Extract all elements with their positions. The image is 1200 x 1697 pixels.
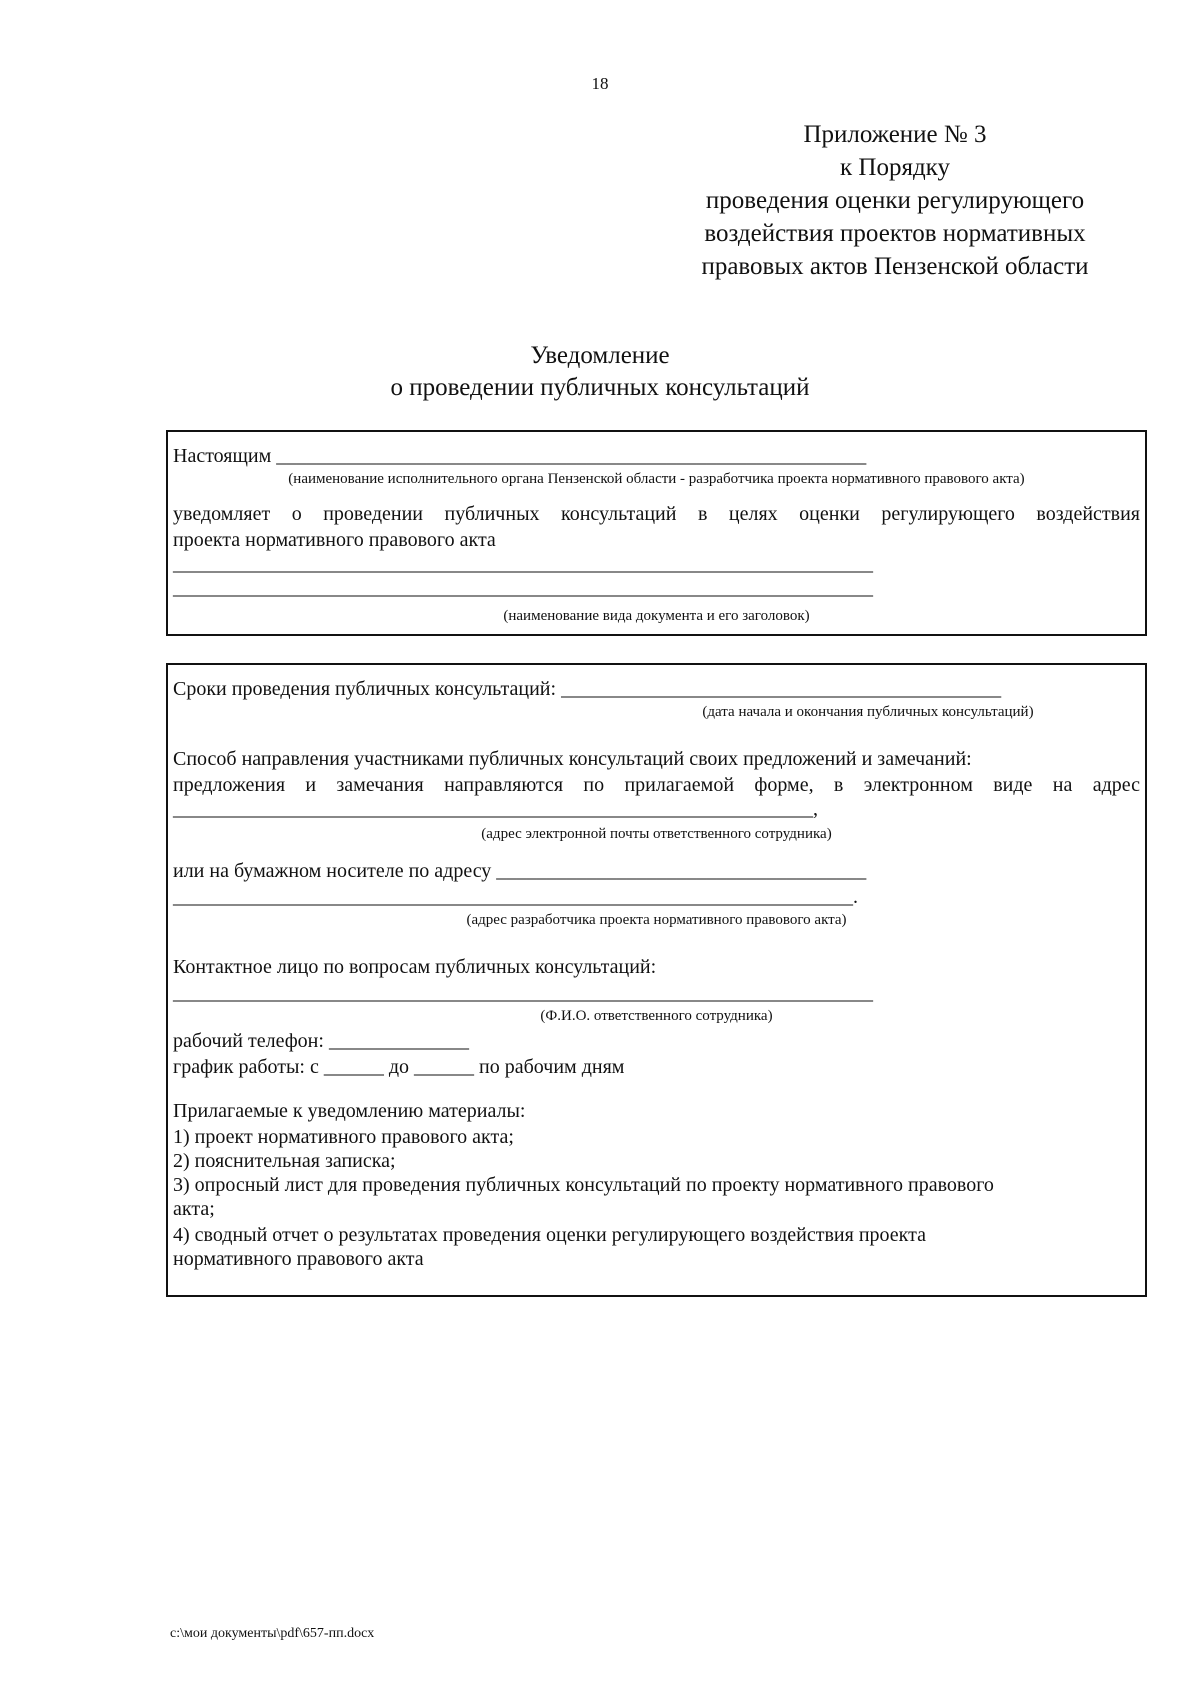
field-caption: (дата начала и окончания публичных консультаций) <box>702 704 1034 720</box>
field-caption: (адрес разработчика проекта нормативного правового акта) <box>466 912 847 928</box>
blank-line: ____________________________________________________________________. <box>173 886 858 908</box>
notification-box <box>166 430 1147 636</box>
file-path-footer: c:\мои документы\pdf\657-пп.docx <box>170 1626 375 1641</box>
justified-text: предложения и замечания направляются по прилагаемой форме, в электронном виде на адрес <box>173 774 1140 796</box>
field-caption: (наименование исполнительного органа Пензенской области - разработчика проекта нормативного правового акта) <box>288 471 1025 487</box>
list-item: нормативного правового акта <box>173 1248 424 1270</box>
body-line: рабочий телефон: ______________ <box>173 1030 469 1052</box>
field-caption: (Ф.И.О. ответственного сотрудника) <box>540 1008 773 1024</box>
contact-heading: Контактное лицо по вопросам публичных консультаций: <box>173 956 657 978</box>
appendix-line: Приложение № 3 <box>803 121 987 148</box>
body-line: или на бумажном носителе по адресу _____________________________________ <box>173 860 867 882</box>
appendix-line: проведения оценки регулирующего <box>705 187 1085 214</box>
document-title <box>0 340 1200 404</box>
method-heading: Способ направления участниками публичных консультаций своих предложений и замечаний: <box>173 748 972 770</box>
deadline-line: Сроки проведения публичных консультаций: ____________________________________________ <box>173 678 1002 700</box>
body-line <box>173 502 1140 526</box>
appendix-header <box>660 118 1130 283</box>
list-item: 1) проект нормативного правового акта; <box>173 1126 514 1148</box>
justified-text: уведомляет о проведении публичных консультаций в целях оценки регулирующего воздействия <box>173 503 1140 525</box>
list-item: 4) сводный отчет о результатах проведения оценки регулирующего воздействия проекта <box>173 1224 926 1246</box>
appendix-line: к Порядку <box>840 154 950 181</box>
title-line: о проведении публичных консультаций <box>390 374 810 401</box>
blank-line: ______________________________________________________________________ <box>173 553 873 575</box>
appendix-line: воздействия проектов нормативных <box>704 220 1086 247</box>
page-number: 18 <box>591 74 609 93</box>
list-item: 3) опросный лист для проведения публичных консультаций по проекту нормативного правового <box>173 1174 994 1196</box>
list-item: 2) пояснительная записка; <box>173 1150 396 1172</box>
field-caption: (наименование вида документа и его заголовок) <box>503 608 810 624</box>
blank-line: ______________________________________________________________________ <box>173 577 873 599</box>
field-caption: (адрес электронной почты ответственного сотрудника) <box>481 826 832 842</box>
list-item: акта; <box>173 1198 215 1220</box>
appendix-line: правовых актов Пензенской области <box>701 253 1089 280</box>
blank-line: ________________________________________________________________, <box>173 798 818 820</box>
blank-line: ______________________________________________________________________ <box>173 982 873 1004</box>
body-line <box>173 773 1140 797</box>
title-line: Уведомление <box>530 342 670 369</box>
body-line: график работы: с ______ до ______ по рабочим дням <box>173 1056 625 1078</box>
body-line: Настоящим ___________________________________________________________ <box>173 445 867 467</box>
attachments-heading: Прилагаемые к уведомлению материалы: <box>173 1100 526 1122</box>
body-line: проекта нормативного правового акта <box>173 529 496 551</box>
consultation-details-box <box>166 663 1147 1297</box>
